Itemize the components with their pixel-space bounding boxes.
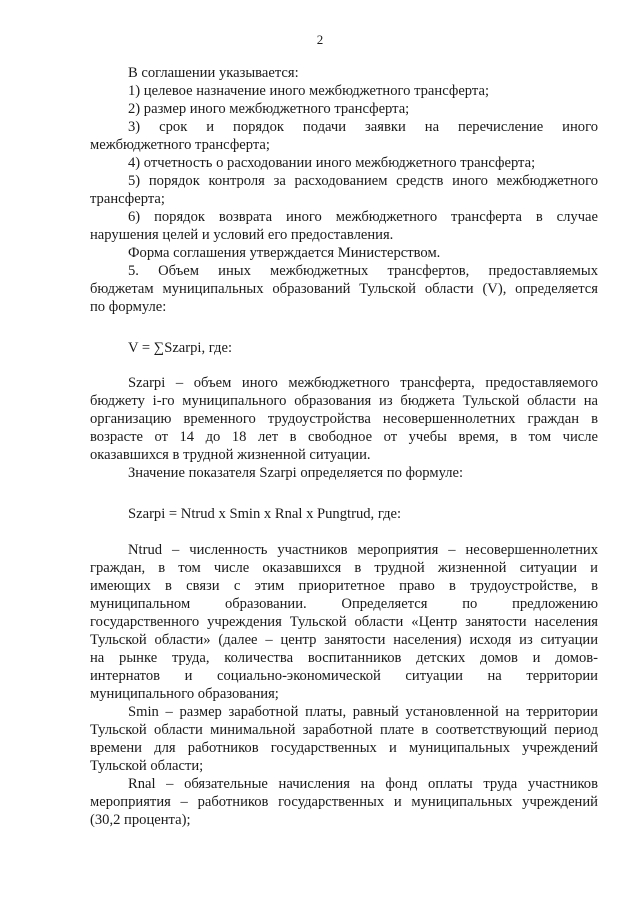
- text-line: государственного учреждения Тульской области «Центр занятости населения: [90, 614, 598, 630]
- text-line: 6) порядок возврата иного межбюджетного трансферта в случае: [128, 209, 598, 225]
- text-line: Тульской области» (далее – центр занятости населения) исходя из ситуации: [90, 632, 598, 648]
- text-line: муниципального образования;: [90, 686, 279, 702]
- text-line: Значение показателя Szarpi определяется по формуле:: [128, 465, 464, 481]
- text-line: Szarpi – объем иного межбюджетного трансферта, предоставляемого: [128, 375, 598, 391]
- text-line: времени для работников государственных и муниципальных учреждений: [90, 740, 598, 756]
- text-line: 5. Объем иных межбюджетных трансфертов, предоставляемых: [128, 263, 598, 279]
- text-line: имеющих в связи с этим приоритетное право в трудоустройстве, в: [90, 578, 598, 594]
- text-line: мероприятия – работников государственных и муниципальных учреждений: [90, 794, 598, 810]
- text-line: Тульской области минимальной заработной плате в соответствующий период: [90, 722, 598, 738]
- text-line: бюджетам муниципальных образований Тульской области (V), определяется: [90, 281, 598, 297]
- text-line: 1) целевое назначение иного межбюджетного трансферта;: [128, 83, 490, 99]
- text-line: муниципальном образовании. Определяется по предложению: [90, 596, 598, 612]
- text-line: 3) срок и порядок подачи заявки на перечисление иного: [128, 119, 598, 135]
- text-line: по формуле:: [90, 299, 167, 315]
- page-number: 2: [316, 32, 324, 47]
- text-line: межбюджетного трансферта;: [90, 137, 270, 153]
- text-line: 2) размер иного межбюджетного трансферта;: [128, 101, 410, 117]
- text-line: 4) отчетность о расходовании иного межбюджетного трансферта;: [128, 155, 536, 171]
- text-line: возрасте от 14 до 18 лет в свободное от учебы время, в том числе: [90, 429, 598, 445]
- text-line: на рынке труда, количества воспитанников детских домов и домов-: [90, 650, 598, 666]
- text-line: трансферта;: [90, 191, 165, 207]
- text-line: В соглашении указывается:: [128, 65, 299, 81]
- formula-szarpi: Szarpi = Ntrud x Smin x Rnal x Pungtrud, где:: [128, 506, 402, 522]
- text-line: бюджету i-го муниципального образования из бюджета Тульской области на: [90, 393, 598, 409]
- text-line: организацию временного трудоустройства несовершеннолетних граждан в: [90, 411, 598, 427]
- text-line: нарушения целей и условий его предоставления.: [90, 227, 394, 243]
- text-line: Форма соглашения утверждается Министерством.: [128, 245, 441, 261]
- text-line: Rnal – обязательные начисления на фонд оплаты труда участников: [128, 776, 598, 792]
- text-line: граждан, в том числе оказавшихся в трудной жизненной ситуации и: [90, 560, 598, 576]
- text-line: (30,2 процента);: [90, 812, 191, 828]
- formula-v: V = ∑Szarpi, где:: [128, 340, 233, 356]
- text-line: оказавшихся в трудной жизненной ситуации.: [90, 447, 371, 463]
- text-line: интернатов и социально-экономической ситуации на территории: [90, 668, 598, 684]
- text-line: 5) порядок контроля за расходованием средств иного межбюджетного: [128, 173, 598, 189]
- text-line: Smin – размер заработной платы, равный установленной на территории: [128, 704, 598, 720]
- text-line: Тульской области;: [90, 758, 204, 774]
- text-line: Ntrud – численность участников мероприятия – несовершеннолетних: [128, 542, 598, 558]
